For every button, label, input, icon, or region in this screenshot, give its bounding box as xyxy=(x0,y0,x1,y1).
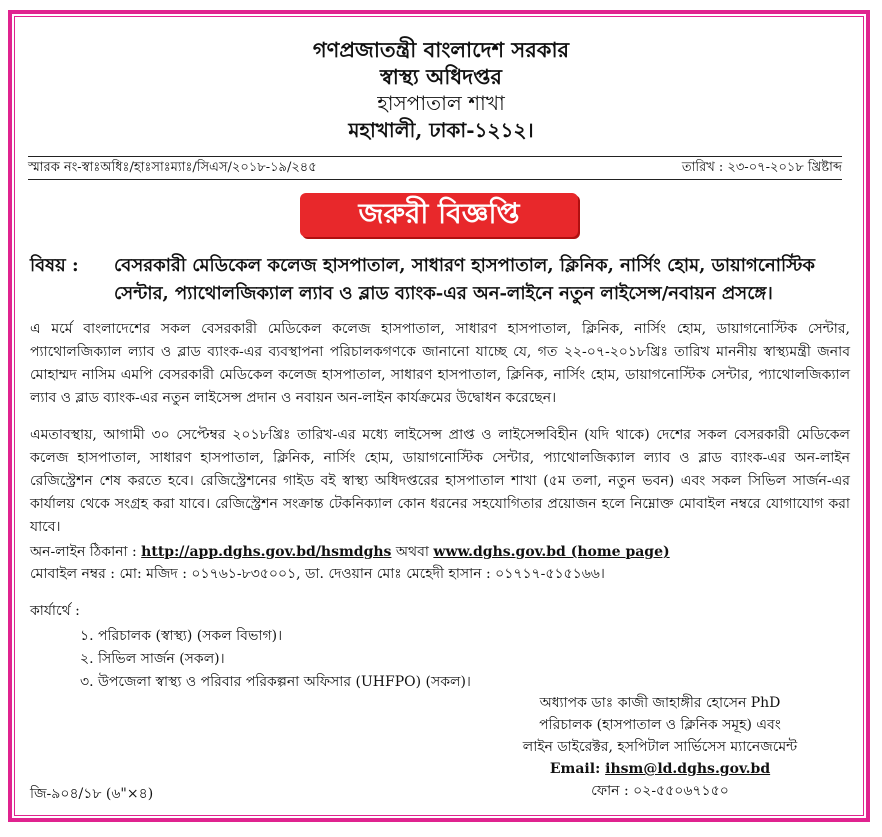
signatory-title-1: পরিচালক (হাসপাতাল ও ক্লিনিক সমূহ) এবং xyxy=(539,717,781,733)
email-address[interactable]: ihsm@ld.dghs.gov.bd xyxy=(605,761,771,777)
letterhead xyxy=(0,36,882,144)
phone-number: ফোন : ০২-৫৫০৬৭১৫০ xyxy=(591,783,729,799)
print-code: জি-৯০৪/১৮ (৬"×৪) xyxy=(30,786,154,802)
subject-text: বেসরকারী মেডিকেল কলেজ হাসপাতাল, সাধারণ হাসপাতাল, ক্লিনিক, নার্সিং হোম, ডায়াগনোস্টিক সেন্টার, প্যাথোলজিক্যাল ল্যাব ও ব্লাড ব্যাংক-এর অন-লাইনে নতুন লাইসেন্স/নবায়ন প্রসঙ্গে। xyxy=(114,255,816,304)
email-line xyxy=(470,758,850,780)
address: মহাখালী, ঢাকা-১২১২। xyxy=(348,118,534,142)
reference-line xyxy=(28,156,842,180)
action-label: কার্যার্থে : xyxy=(30,603,80,619)
branch-name: হাসপাতাল শাখা xyxy=(377,91,505,115)
subject-label: বিষয় : xyxy=(30,255,79,276)
online-address-line xyxy=(30,541,850,563)
or-text: অথবা xyxy=(395,544,429,560)
recipient-list xyxy=(30,625,630,694)
mobile-numbers: মোবাইল নম্বর : মো: মজিদ : ০১৭৬১-৮৩৫০০১, ডা. দেওয়ান মোঃ মেহেদী হাসান : ০১৭১৭-৫১৫১৬৬। xyxy=(30,566,605,582)
recipient-item: ১. পরিচালক (স্বাস্থ্য) (সকল বিভাগ)। xyxy=(80,628,283,644)
homepage-link[interactable]: www.dghs.gov.bd (home page) xyxy=(433,544,670,560)
signatory-title-2: লাইন ডাইরেক্টর, হসপিটাল সার্ভিসেস ম্যানেজমেন্ট xyxy=(522,739,798,755)
recipient-item: ২. সিভিল সার্জন (সকল)। xyxy=(80,651,225,667)
signature-block xyxy=(470,692,850,802)
department-name: স্বাস্থ্য অধিদপ্তর xyxy=(380,64,502,89)
govt-name: গণপ্রজাতন্ত্রী বাংলাদেশ সরকার xyxy=(312,37,570,62)
subject-block xyxy=(30,252,850,308)
body-paragraph-1: এ মর্মে বাংলাদেশের সকল বেসরকারী মেডিকেল কলেজ হাসপাতাল, সাধারণ হাসপাতাল, ক্লিনিক, নার্সিং হোম, ডায়াগনোস্টিক সেন্টার, প্যাথোলজিক্যাল ল্যাব ও ব্লাড ব্যাংক-এর ব্যবস্থাপনা পরিচালকগণকে জানানো যাচ্ছে যে, গত ২২-০৭-২০১৮খ্রিঃ তারিখ মাননীয় স্বাস্থ্যমন্ত্রী জনাব মোহাম্মদ নাসিম এমপি বেসরকারী মেডিকেল কলেজ হাসপাতাল, সাধারণ হাসপাতাল, ক্লিনিক, নার্সিং হোম, ডায়াগনোস্টিক সেন্টার, প্যাথোলজিক্যাল ল্যাব ও ব্লাড ব্যাংক-এর নতুন লাইসেন্স প্রদান ও নবায়ন অন-লাইন কার্যক্রমের উদ্বোধন করেছেন। xyxy=(30,321,850,406)
urgent-notice-banner: জরুরী বিজ্ঞপ্তি xyxy=(300,193,578,237)
action-block xyxy=(30,600,630,694)
notice-date: তারিখ : ২৩-০৭-২০১৮ খ্রিষ্টাব্দ xyxy=(681,159,842,175)
online-address-label: অন-লাইন ঠিকানা : xyxy=(30,544,137,560)
email-label: Email: xyxy=(549,761,601,777)
app-link[interactable]: http://app.dghs.gov.bd/hsmdghs xyxy=(141,544,392,560)
recipient-item: ৩. উপজেলা স্বাস্থ্য ও পরিবার পরিকল্পনা অফিসার (UHFPO) (সকল)। xyxy=(80,674,471,690)
memo-number: স্মারক নং-স্বাঃঅধিঃ/হাঃসাঃম্যাঃ/সিএস/২০১৮-১৯/২৪৫ xyxy=(28,159,317,175)
signatory-name: অধ্যাপক ডাঃ কাজী জাহাঙ্গীর হোসেন PhD xyxy=(539,695,781,711)
body-paragraph-2: এমতাবস্থায়, আগামী ৩০ সেপ্টেম্বর ২০১৮খ্রিঃ তারিখ-এর মধ্যে লাইসেন্স প্রাপ্ত ও লাইসেন্সবিহীন (যদি থাকে) দেশের সকল বেসরকারী মেডিকেল কলেজ হাসপাতাল, সাধারণ হাসপাতাল, ক্লিনিক, নার্সিং হোম, ডায়াগনোস্টিক সেন্টার, প্যাথোলজিক্যাল ল্যাব ও ব্লাড ব্যাংক-এর অন-লাইন রেজিস্ট্রেশন শেষ করতে হবে। রেজিস্ট্রেশনের গাইড বই স্বাস্থ্য অধিদপ্তরের হাসপাতাল শাখা (৫ম তলা, নতুন ভবন) এবং সকল সিভিল সার্জন-এর কার্যালয় থেকে সংগ্রহ করা যাবে। রেজিস্ট্রেশন সংক্রান্ত টেকনিক্যাল কোন ধরনের সহযোগিতার প্রয়োজন হলে নিম্নোক্ত মোবাইল নম্বরে যোগাযোগ করা যাবে। xyxy=(30,427,850,535)
contact-block xyxy=(30,541,850,585)
